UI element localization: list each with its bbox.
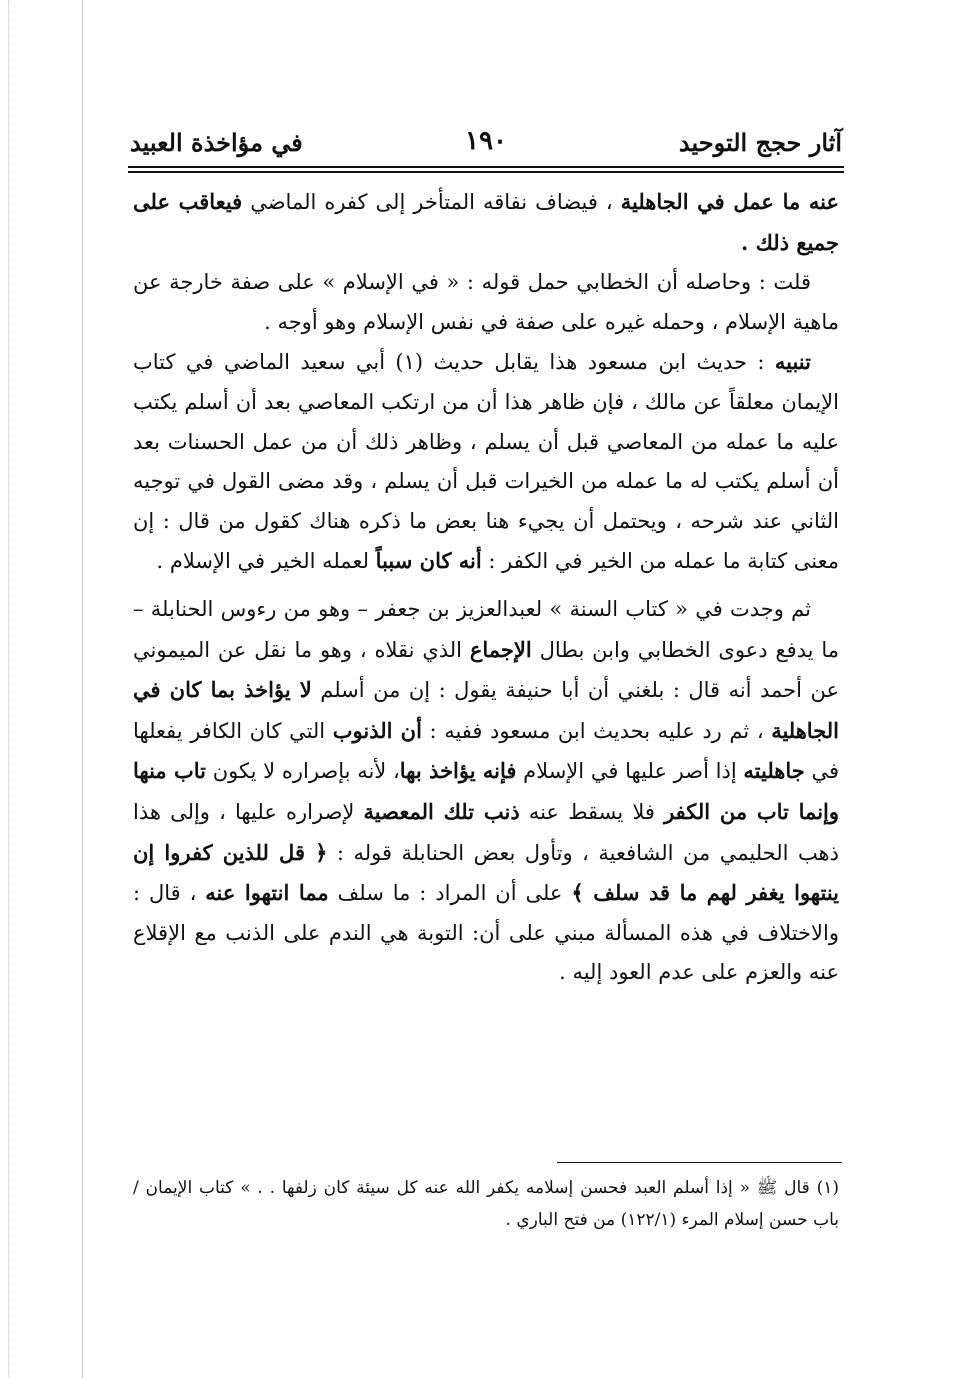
text-run: لعمله الخير في الإسلام . [156, 549, 376, 574]
text-run: لإصراره عليها ، وإلى هذا ذهب الحليمي من الشافعية ، وتأول بعض الحنابلة قوله : [133, 799, 839, 865]
text-run: ، قال : والاختلاف في هذه المسألة مبني على أن: التوبة هي الندم على الذنب مع الإقلاع عنه والعزم على عدم العود إليه . [133, 881, 839, 985]
scan-margin-line-inner [82, 0, 83, 1378]
footnote-rule [557, 1162, 842, 1163]
paragraph [133, 182, 839, 263]
text-run: الذي نقلاه ، وهو ما نقل عن الميموني عن أحمد أنه قال : بلغني أن أبا حنيفة يقول : إن من أسلم [133, 637, 839, 703]
text-run: ، ثم رد عليه بحديث ابن مسعود ففيه : [421, 718, 772, 743]
bold-run: تاب منها وإنما تاب من الكفر [133, 758, 840, 824]
paragraph [133, 263, 839, 342]
bold-run: ﴿ قل للذين كفروا إن ينتهوا يغفر لهم ما قد سلف ﴾ [133, 839, 840, 906]
scan-margin-line-left [8, 0, 9, 1378]
bold-run: فإنه يؤاخذ بها [399, 758, 517, 784]
bold-run: عنه ما عمل في الجاهلية [620, 189, 839, 214]
bold-run: جاهليته [743, 758, 805, 784]
text-run: ، فيضاف نفاقه المتأخر إلى كفره الماضي [242, 190, 621, 214]
text-run: التي كان الكافر يفعلها في [133, 718, 839, 784]
bold-run: تنبيه [774, 349, 811, 375]
text-run: على أن المراد : ما سلف [328, 881, 572, 906]
page-header [130, 128, 842, 162]
bold-run: فيعاقب على جميع ذلك . [133, 189, 839, 255]
bold-run: لا يؤاخذ بما كان في الجاهلية [133, 677, 839, 743]
paragraph [133, 590, 839, 993]
text-run: إذا أصر عليها في الإسلام [516, 759, 744, 784]
book-title: آثار حجج التوحيد [678, 128, 842, 157]
text-run: فلا يسقط عنه [519, 799, 665, 824]
page-number: ١٩٠ [465, 126, 507, 156]
bold-run: ذنب تلك المعصية [363, 798, 520, 824]
paragraph [133, 342, 839, 582]
bold-run: الإجماع [469, 636, 532, 662]
text-run: ، لأنه بإصراره لا يكون [206, 759, 400, 784]
text-run: قلت : وحاصله أن الخطابي حمل قوله : « في الإسلام » على صفة خارجة عن ماهية الإسلام ، وحمله غيره على صفة في نفس الإسلام وهو أوجه . [133, 270, 839, 334]
bold-run: مما انتهوا عنه [205, 880, 329, 906]
text-run: ثم وجدت في « كتاب السنة » لعبدالعزيز بن جعفر – وهو من رءوس الحنابلة – ما يدفع دعوى الخطابي وابن بطال [133, 596, 839, 662]
text-run: : حديث ابن مسعود هذا يقابل حديث (١) أبي سعيد الماضي في كتاب الإيمان معلقاً عن مالك ، فإن ظاهر هذا أن من ارتكب المعاصي بعد أن أسلم يكتب عليه ما عمله من المعاصي قبل أن يسلم ، وظاهر ذلك أن من عمل الحسنات بعد أن أسلم يكتب له ما عمله من الخيرات قبل أن يسلم ، وقد مضى القول في توجيه الثاني عند شرحه ، ويحتمل أن يجيء هنا بعض ما ذكره هناك كقول من قال : إن معنى كتابة ما عمله من الخير في الكفر : [133, 350, 839, 574]
body-text [133, 182, 839, 993]
chapter-title: في مؤاخذة العبيد [130, 128, 303, 157]
bold-run: أن الذنوب [332, 717, 422, 743]
bold-run: أنه كان سبباً [375, 548, 482, 574]
footnote: (١) قال ﷺ « إذا أسلم العبد فحسن إسلامه يكفر الله عنه كل سيئة كان زلفها . . » كتاب الإيمان / باب حسن إسلام المرء (١٢٢/١) من فتح الباري . [133, 1178, 839, 1230]
header-rule [128, 166, 844, 173]
